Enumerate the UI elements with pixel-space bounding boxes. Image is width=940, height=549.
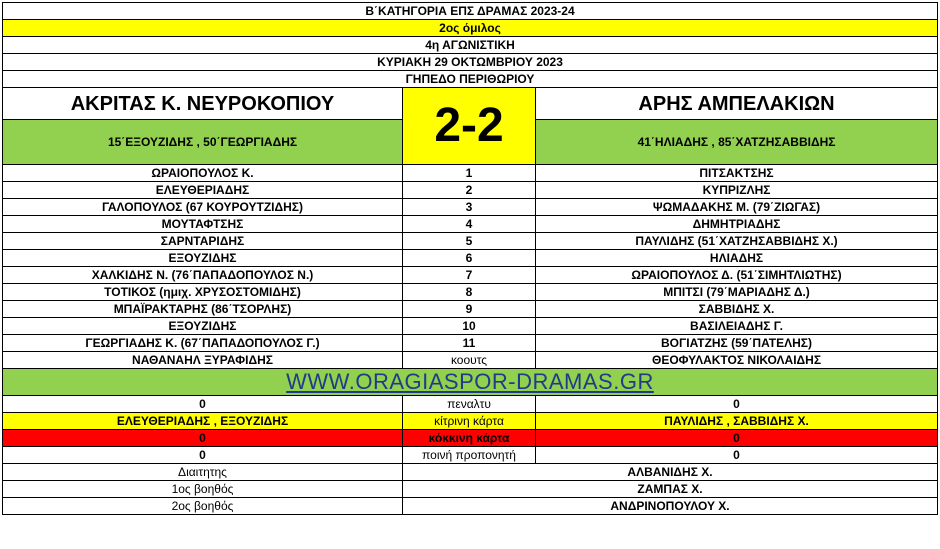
lineup-row [3, 165, 938, 182]
home-team-name: ΑΚΡΙΤΑΣ Κ. ΝΕΥΡΟΚΟΠΙΟΥ [3, 88, 403, 120]
final-score: 2-2 [403, 88, 536, 165]
home-penalty: 0 [3, 396, 403, 413]
lineup-row [3, 216, 938, 233]
red-card-row [3, 430, 938, 447]
coach-penalty-row [3, 447, 938, 464]
away-coach-penalty: 0 [536, 447, 938, 464]
official-row [3, 481, 938, 498]
yellow-card-row [3, 413, 938, 430]
home-player: ΜΟΥΤΑΦΤΣΗΣ [3, 216, 403, 233]
away-player: ΨΩΜΑΔΑΚΗΣ Μ. (79΄ΖΙΩΓΑΣ) [536, 199, 938, 216]
lineup-row [3, 233, 938, 250]
match-date: ΚΥΡΙΑΚΗ 29 ΟΚΤΩΜΒΡΙΟΥ 2023 [3, 54, 938, 71]
away-player: ΗΛΙΑΔΗΣ [536, 250, 938, 267]
lineup-row [3, 301, 938, 318]
away-player: ΣΑΒΒΙΔΗΣ Χ. [536, 301, 938, 318]
home-player: ΧΑΛΚΙΔΗΣ Ν. (76΄ΠΑΠΑΔΟΠΟΥΛΟΣ Ν.) [3, 267, 403, 284]
assistant-2-label: 2ος βοηθός [3, 498, 403, 515]
shirt-number: 3 [403, 199, 536, 216]
away-penalty: 0 [536, 396, 938, 413]
yellow-card-label: κίτρινη κάρτα [403, 413, 536, 430]
home-yellow-cards: ΕΛΕΥΘΕΡΙΑΔΗΣ , ΕΞΟΥΖΙΔΗΣ [3, 413, 403, 430]
shirt-number: 1 [403, 165, 536, 182]
shirt-number: 5 [403, 233, 536, 250]
home-player: ΕΞΟΥΖΙΔΗΣ [3, 250, 403, 267]
lineup-row [3, 318, 938, 335]
assistant-2-name: ΑΝΔΡΙΝΟΠΟΥΛΟΥ Χ. [403, 498, 938, 515]
home-player: ΤΟΤΙΚΟΣ (ημιχ. ΧΡΥΣΟΣΤΟΜΙΔΗΣ) [3, 284, 403, 301]
shirt-number: 4 [403, 216, 536, 233]
home-player: ΩΡΑΙΟΠΟΥΛΟΣ Κ. [3, 165, 403, 182]
shirt-number: 6 [403, 250, 536, 267]
home-red-cards: 0 [3, 430, 403, 447]
lineup-row [3, 267, 938, 284]
official-row [3, 498, 938, 515]
venue: ΓΗΠΕΔΟ ΠΕΡΙΘΩΡΙΟΥ [3, 71, 938, 88]
shirt-number: 8 [403, 284, 536, 301]
website-banner [3, 369, 938, 396]
away-scorers: 41΄ΗΛΙΑΔΗΣ , 85΄ΧΑΤΖΗΣΑΒΒΙΔΗΣ [536, 120, 938, 165]
lineup-row [3, 335, 938, 352]
shirt-number: 10 [403, 318, 536, 335]
away-player: ΚΥΠΡΙΖΛΗΣ [536, 182, 938, 199]
assistant-1-label: 1ος βοηθός [3, 481, 403, 498]
home-scorers: 15΄ΕΞΟΥΖΙΔΗΣ , 50΄ΓΕΩΡΓΙΑΔΗΣ [3, 120, 403, 165]
home-player: ΕΞΟΥΖΙΔΗΣ [3, 318, 403, 335]
away-team-name: ΑΡΗΣ ΑΜΠΕΛΑΚΙΩΝ [536, 88, 938, 120]
assistant-1-name: ΖΑΜΠΑΣ Χ. [403, 481, 938, 498]
official-row [3, 464, 938, 481]
shirt-number: 7 [403, 267, 536, 284]
referee-label: Διαιτητης [3, 464, 403, 481]
away-player: ΜΠΙΤΣΙ (79΄ΜΑΡΙΑΔΗΣ Δ.) [536, 284, 938, 301]
home-player: ΣΑΡΝΤΑΡΙΔΗΣ [3, 233, 403, 250]
home-coach: ΝΑΘΑΝΑΗΛ ΞΥΡΑΦΙΔΗΣ [3, 352, 403, 369]
penalty-row [3, 396, 938, 413]
website-link[interactable]: WWW.ORAGIASPOR-DRAMAS.GR [286, 369, 654, 394]
home-player: ΜΠΑΪΡΑΚΤΑΡΗΣ (86΄ΤΣΟΡΛΗΣ) [3, 301, 403, 318]
shirt-number: 2 [403, 182, 536, 199]
lineup-row [3, 182, 938, 199]
referee-name: ΑΛΒΑΝΙΔΗΣ Χ. [403, 464, 938, 481]
away-player: ΠΙΤΣΑΚΤΣΗΣ [536, 165, 938, 182]
competition-title: Β΄ΚΑΤΗΓΟΡΙΑ ΕΠΣ ΔΡΑΜΑΣ 2023-24 [3, 3, 938, 20]
group-label: 2ος όμιλος [3, 20, 938, 37]
away-player: ΔΗΜΗΤΡΙΑΔΗΣ [536, 216, 938, 233]
away-red-cards: 0 [536, 430, 938, 447]
lineup-row [3, 250, 938, 267]
penalty-label: πεναλτυ [403, 396, 536, 413]
lineup-row [3, 199, 938, 216]
away-player: ΒΟΓΙΑΤΖΗΣ (59΄ΠΑΤΕΛΗΣ) [536, 335, 938, 352]
away-yellow-cards: ΠΑΥΛΙΔΗΣ , ΣΑΒΒΙΔΗΣ Χ. [536, 413, 938, 430]
lineup-row [3, 284, 938, 301]
coach-row [3, 352, 938, 369]
round-label: 4η ΑΓΩΝΙΣΤΙΚΗ [3, 37, 938, 54]
coach-label: κοουτς [403, 352, 536, 369]
coach-penalty-label: ποινή προπονητή [403, 447, 536, 464]
away-coach: ΘΕΟΦΥΛΑΚΤΟΣ ΝΙΚΟΛΑΙΔΗΣ [536, 352, 938, 369]
shirt-number: 9 [403, 301, 536, 318]
red-card-label: κόκκινη κάρτα [403, 430, 536, 447]
away-player: ΒΑΣΙΛΕΙΑΔΗΣ Γ. [536, 318, 938, 335]
away-player: ΠΑΥΛΙΔΗΣ (51΄ΧΑΤΖΗΣΑΒΒΙΔΗΣ Χ.) [536, 233, 938, 250]
away-player: ΩΡΑΙΟΠΟΥΛΟΣ Δ. (51΄ΣΙΜΗΤΛΙΩΤΗΣ) [536, 267, 938, 284]
home-player: ΓΑΛΟΠΟΥΛΟΣ (67 ΚΟΥΡΟΥΤΖΙΔΗΣ) [3, 199, 403, 216]
home-player: ΕΛΕΥΘΕΡΙΑΔΗΣ [3, 182, 403, 199]
shirt-number: 11 [403, 335, 536, 352]
home-coach-penalty: 0 [3, 447, 403, 464]
home-player: ΓΕΩΡΓΙΑΔΗΣ Κ. (67΄ΠΑΠΑΔΟΠΟΥΛΟΣ Γ.) [3, 335, 403, 352]
match-sheet [2, 2, 938, 515]
